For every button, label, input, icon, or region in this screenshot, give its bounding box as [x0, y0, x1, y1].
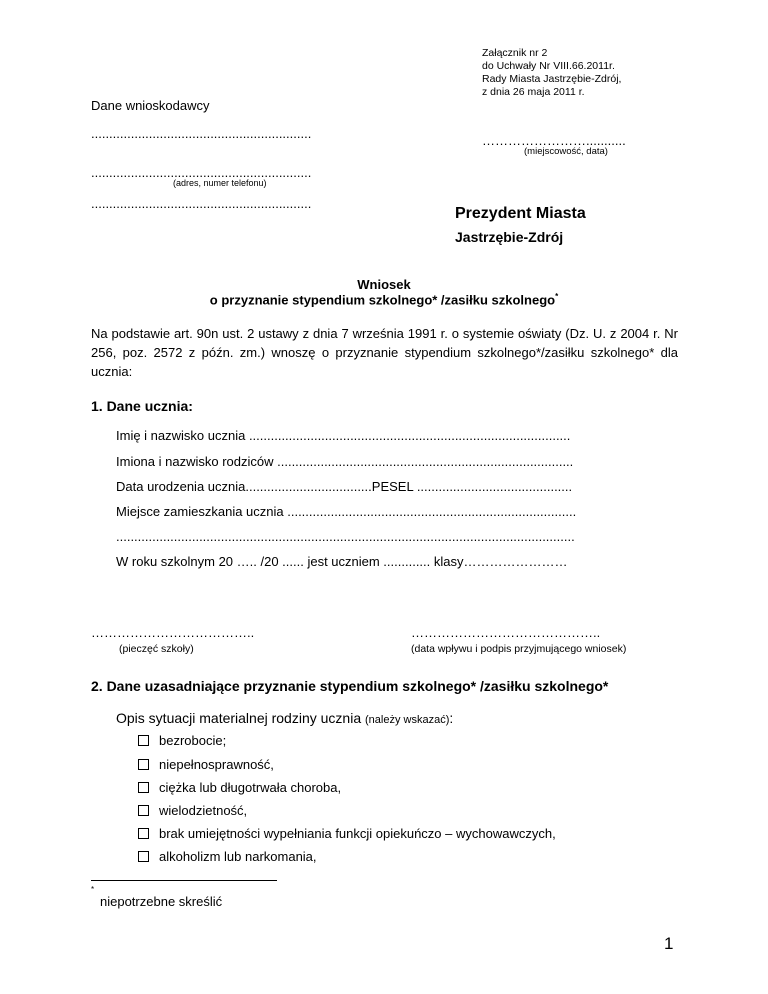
request-subtitle — [0, 292, 768, 307]
section2-lead-note: (należy wskazać) — [365, 714, 450, 726]
applicant-address-caption: (adres, numer telefonu) — [173, 178, 267, 188]
annex-line: do Uchwały Nr VIII.66.2011r. — [482, 60, 615, 72]
residence-field[interactable]: Miejsce zamieszkania ucznia ................................................................................ — [116, 504, 577, 519]
option-label: alkoholizm lub narkomania, — [159, 849, 317, 864]
applicant-extra-line[interactable]: ............................................................. — [91, 196, 312, 211]
birthdate-pesel-field[interactable]: Data urodzenia ucznia...................................PESEL ........................................... — [116, 479, 573, 494]
place-date-caption: (miejscowość, data) — [524, 146, 608, 157]
section1-heading: 1. Dane ucznia: — [91, 398, 193, 414]
option-label: ciężka lub długotrwała choroba, — [159, 780, 342, 795]
option-illness[interactable] — [138, 780, 341, 795]
addressee-city: Jastrzębie-Zdrój — [455, 229, 564, 245]
annex-header — [482, 47, 621, 99]
checkbox[interactable] — [138, 759, 149, 770]
annex-line: z dnia 26 maja 2011 r. — [482, 86, 585, 98]
parents-name-field[interactable]: Imiona i nazwisko rodziców .................................................................................. — [116, 454, 574, 469]
footnote-separator — [91, 880, 277, 881]
option-label: bezrobocie; — [159, 733, 227, 748]
section2-lead-colon: : — [449, 710, 454, 726]
applicant-heading: Dane wnioskodawcy — [91, 98, 210, 113]
annex-line: Rady Miasta Jastrzębie-Zdrój, — [482, 73, 622, 85]
footnote-text: niepotrzebne skreślić — [100, 894, 223, 909]
request-intro: Na podstawie art. 90n ust. 2 ustawy z dnia 7 września 1991 r. o systemie oświaty (Dz. U. z 2004 r. Nr 256, poz. 2572 z późn. zm.) wnoszę o przyznanie stypendium szkolnego*/zasiłku szkolnego* dla ucznia: — [91, 326, 678, 379]
applicant-address-line[interactable]: ............................................................. — [91, 165, 312, 180]
page-number: 1 — [664, 934, 674, 953]
place-date-line[interactable]: ……………………........... — [482, 133, 626, 148]
request-subtitle-text: o przyznanie stypendium szkolnego* /zasiłku szkolnego — [209, 292, 556, 308]
option-large-family[interactable] — [138, 803, 247, 818]
option-label: wielodzietność, — [159, 803, 248, 818]
section2-lead-text: Opis sytuacji materialnej rodziny ucznia — [116, 710, 362, 726]
receipt-signature-caption: (data wpływu i podpis przyjmującego wniosek) — [411, 643, 627, 655]
request-title: Wniosek — [357, 277, 411, 292]
checkbox[interactable] — [138, 735, 149, 746]
checkbox[interactable] — [138, 782, 149, 793]
option-label: niepełnosprawność, — [159, 757, 274, 772]
school-stamp-caption: (pieczęć szkoły) — [119, 643, 194, 655]
option-care-inability[interactable] — [138, 826, 556, 841]
checkbox[interactable] — [138, 805, 149, 816]
receipt-signature-line[interactable]: …………………………………….. — [411, 625, 601, 640]
checkbox[interactable] — [138, 851, 149, 862]
student-name-field[interactable]: Imię i nazwisko ucznia ......................................................................................... — [116, 428, 571, 443]
checkbox[interactable] — [138, 828, 149, 839]
section2-lead — [116, 710, 453, 726]
option-label: brak umiejętności wypełniania funkcji opiekuńczo – wychowawczych, — [159, 826, 556, 841]
school-stamp-line[interactable]: ……………………………….. — [91, 625, 255, 640]
option-addiction[interactable] — [138, 849, 317, 864]
residence-extra-field[interactable]: ............................................................................................................................... — [116, 529, 575, 544]
applicant-name-line[interactable]: ............................................................. — [91, 126, 312, 141]
addressee-title: Prezydent Miasta — [455, 205, 586, 222]
section2-heading: 2. Dane uzasadniające przyznanie stypendium szkolnego* /zasiłku szkolnego* — [91, 678, 609, 694]
option-disability[interactable] — [138, 757, 274, 772]
option-unemployment[interactable] — [138, 733, 226, 748]
footnote-mark: * — [91, 885, 95, 894]
school-year-field[interactable]: W roku szkolnym 20 ….. /20 ...... jest uczniem ............. klasy…………………… — [116, 554, 568, 569]
request-subtitle-mark: * — [555, 292, 559, 301]
annex-line: Załącznik nr 2 — [482, 47, 548, 59]
